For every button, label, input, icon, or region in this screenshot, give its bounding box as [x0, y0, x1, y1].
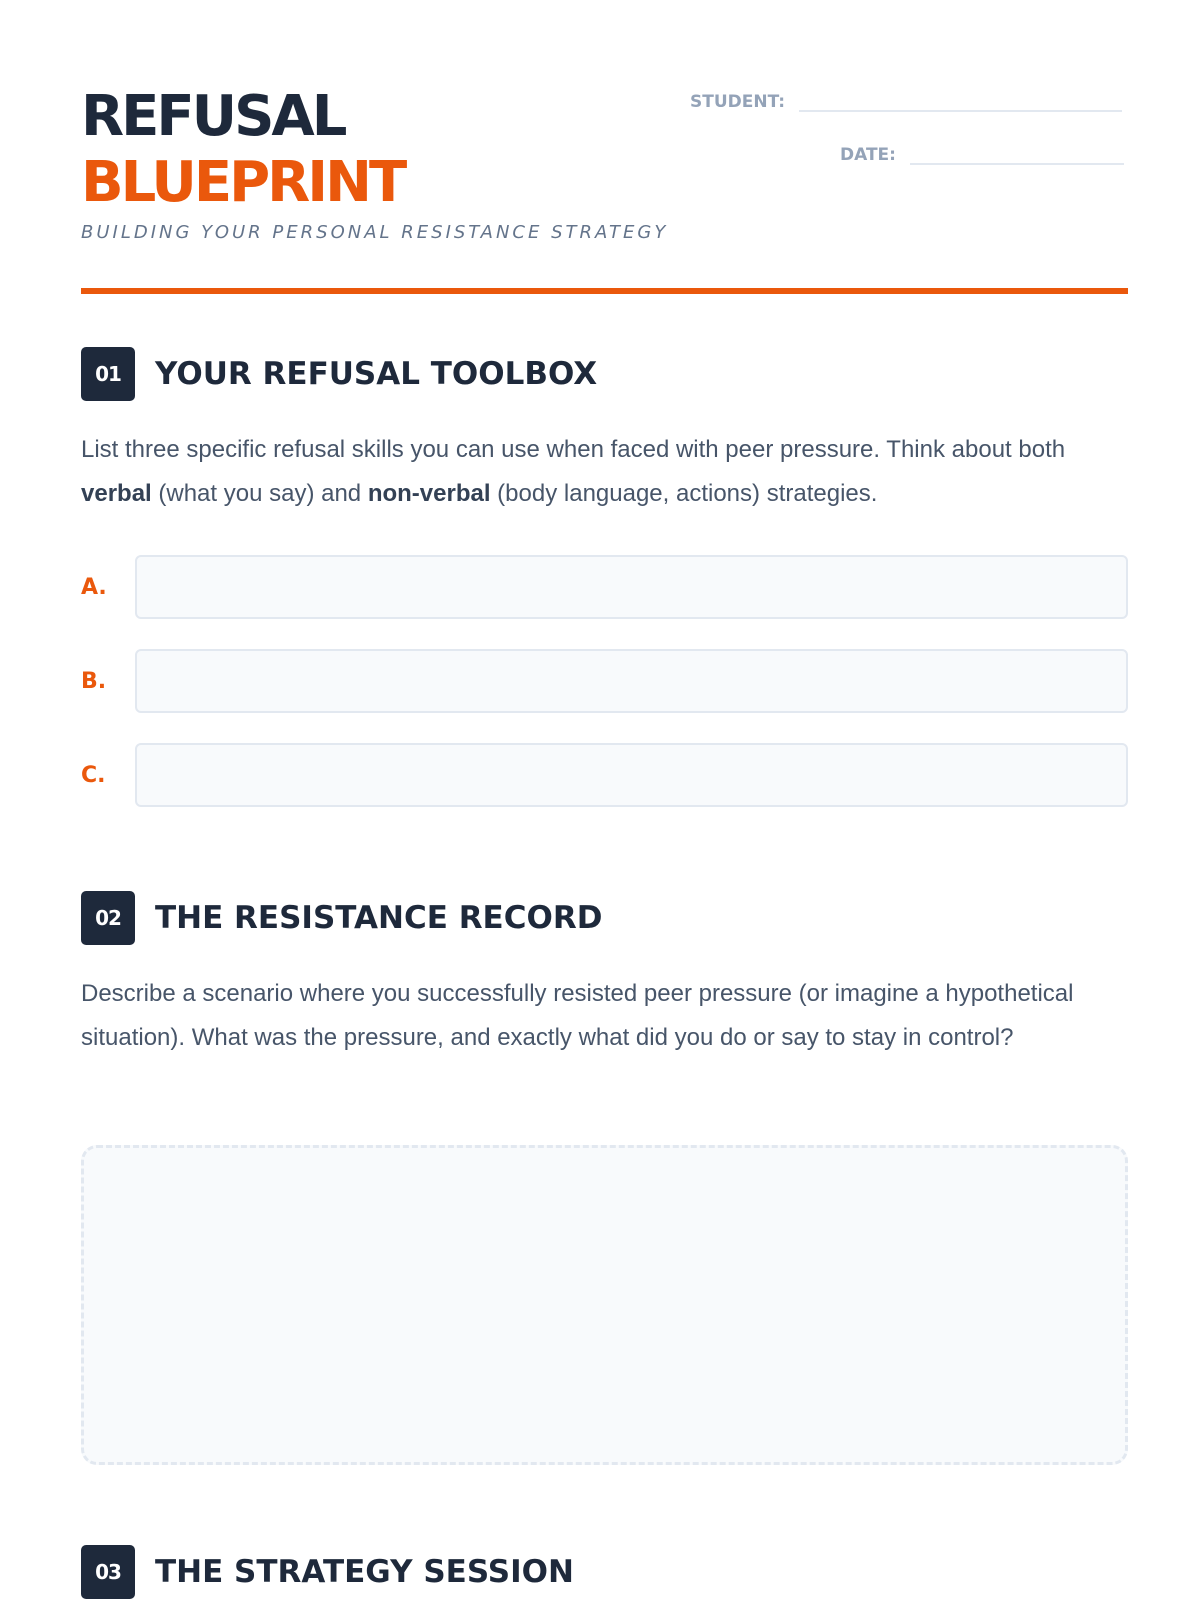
section-01-heading: [81, 347, 597, 401]
section-number-badge: 01: [81, 347, 135, 401]
title-line-2: BLUEPRINT: [81, 150, 405, 215]
worksheet-title: [81, 84, 404, 216]
student-label: STUDENT:: [690, 92, 786, 112]
section-title: THE RESISTANCE RECORD: [155, 900, 603, 936]
section-03-heading: [81, 1545, 574, 1599]
section-02-instructions: Describe a scenario where you successfully resisted peer pressure (or imagine a hypothetical situation). What was the pressure, and exactly what did you do or say to stay in control?: [81, 980, 1074, 1051]
title-line-1: REFUSAL: [81, 84, 345, 149]
section-number-badge: 03: [81, 1545, 135, 1599]
answer-letter: A.: [81, 574, 107, 600]
student-name-field[interactable]: [799, 90, 1122, 112]
section-title: YOUR REFUSAL TOOLBOX: [155, 356, 598, 392]
worksheet-subtitle: BUILDING YOUR PERSONAL RESISTANCE STRATEGY: [81, 222, 669, 243]
answer-row-c: [81, 743, 1128, 807]
date-label: DATE:: [840, 145, 896, 165]
instructions-bold-nonverbal: non-verbal: [367, 480, 491, 507]
answer-letter: B.: [81, 668, 107, 694]
date-field-row: [840, 143, 1124, 165]
answer-row-a: [81, 555, 1128, 619]
instructions-text: (what you say) and: [151, 480, 368, 507]
answer-letter: C.: [81, 762, 106, 788]
student-field-row: [690, 90, 1122, 112]
instructions-text: List three specific refusal skills you can use when faced with peer pressure. Think about both: [81, 436, 1066, 463]
section-01-instructions: [81, 428, 1128, 516]
header-divider: [81, 288, 1128, 294]
answer-field-c[interactable]: [135, 743, 1128, 807]
answer-row-b: [81, 649, 1128, 713]
section-02-heading: [81, 891, 602, 945]
answer-field-a[interactable]: [135, 555, 1128, 619]
section-number-badge: 02: [81, 891, 135, 945]
section-title: THE STRATEGY SESSION: [155, 1554, 574, 1590]
instructions-text: (body language, actions) strategies.: [490, 480, 878, 507]
answer-field-b[interactable]: [135, 649, 1128, 713]
scenario-response-box[interactable]: [81, 1145, 1128, 1465]
date-field[interactable]: [910, 143, 1124, 165]
instructions-bold-verbal: verbal: [81, 480, 152, 507]
